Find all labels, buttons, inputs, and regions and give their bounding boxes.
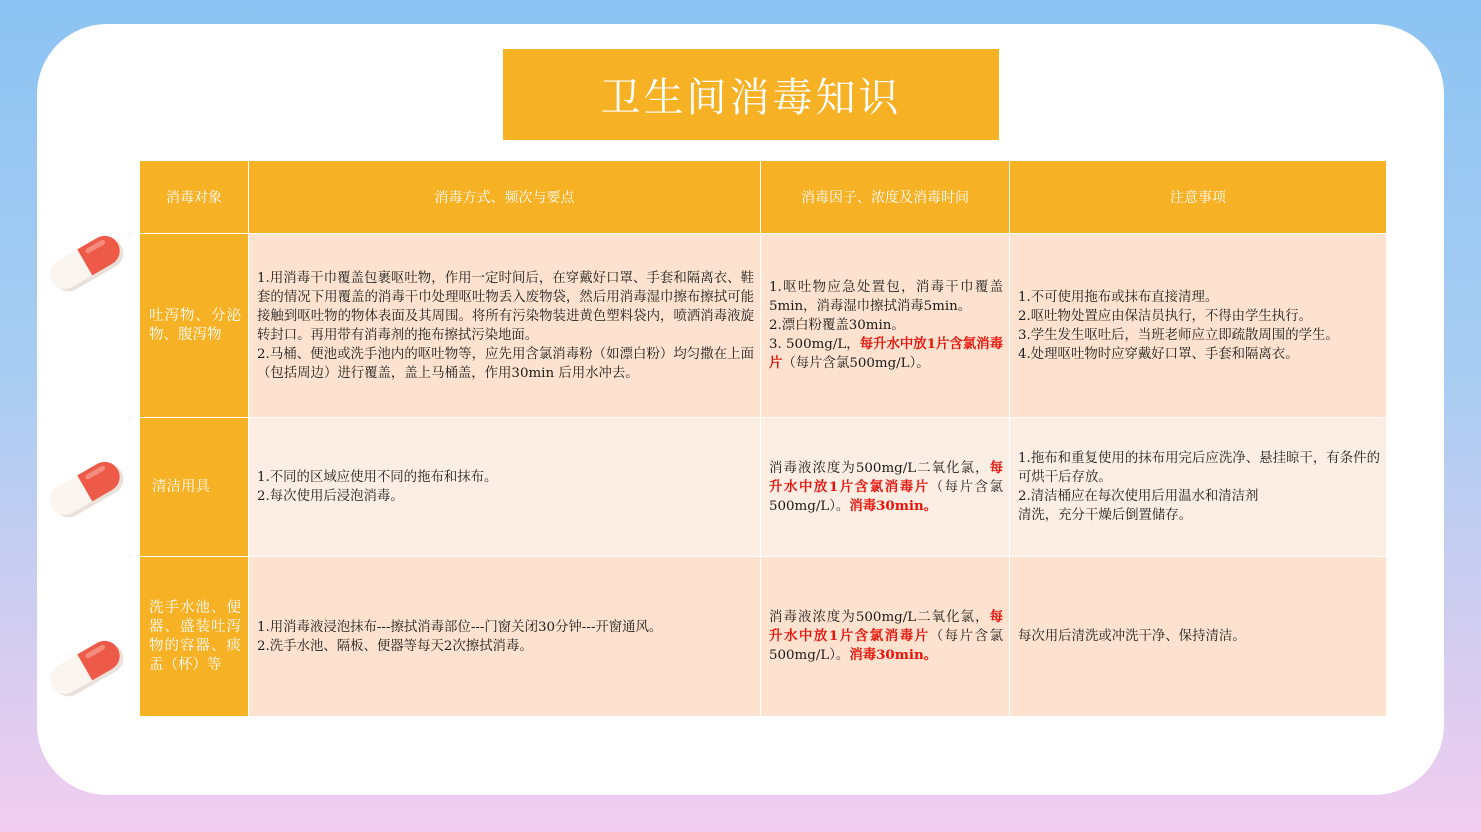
- agent-emphasis: 消毒30min。: [849, 647, 938, 663]
- agent-text: 消毒液浓度为500mg/L二氧化氯，: [769, 610, 990, 625]
- method-line: 2.马桶、便池或洗手池内的呕吐物等，应先用含氯消毒粉（如漂白粉）均匀撒在上面（包括周边）进行覆盖，盖上马桶盖，作用30min 后用水冲去。: [257, 346, 754, 381]
- method-line: 2.每次使用后浸泡消毒。: [257, 489, 404, 504]
- table-row: [140, 557, 1387, 717]
- agent-line: [769, 608, 1003, 665]
- agent-text: （每片含氯500mg/L）。: [782, 356, 930, 371]
- page-title: 卫生间消毒知识: [600, 75, 902, 121]
- notes-line: 2.呕吐物处置应由保洁员执行，不得由学生执行。: [1018, 308, 1312, 324]
- agent-text: 消毒液浓度为500mg/L二氧化氯，: [769, 460, 990, 476]
- notes-line: 每次用后清洗或冲洗干净、保持清洁。: [1018, 629, 1246, 644]
- method-line: 1.不同的区域应使用不同的拖布和抹布。: [257, 470, 498, 485]
- table-row: [140, 418, 1387, 557]
- row-notes: [1010, 234, 1387, 418]
- row-method: [249, 234, 761, 418]
- agent-emphasis: 每升水中放1片含氯消毒片: [769, 336, 1003, 371]
- agent-emphasis: 每升水中放1片含氯消毒片: [769, 609, 1003, 644]
- header-agent: 消毒因子、浓度及消毒时间: [761, 161, 1010, 234]
- table-header-row: [140, 161, 1387, 234]
- header-target: 消毒对象: [140, 161, 249, 234]
- header-method: 消毒方式、频次与要点: [249, 161, 761, 234]
- notes-line: 1.不可使用拖布或抹布直接清理。: [1018, 289, 1219, 305]
- agent-emphasis: 每升水中放1片含氯消毒片: [769, 459, 1003, 495]
- agent-emphasis: 消毒30min。: [849, 497, 938, 514]
- agent-line: [769, 335, 1003, 373]
- capsule-pill-icon: [44, 454, 132, 526]
- capsule-pill-icon: [44, 228, 132, 300]
- notes-line: 4.处理呕吐物时应穿戴好口罩、手套和隔离衣。: [1018, 346, 1299, 362]
- row-agent: [761, 234, 1010, 418]
- disinfection-table: [139, 160, 1387, 717]
- row-method: [249, 557, 761, 717]
- row-notes: [1010, 557, 1387, 717]
- capsule-pill-icon: [44, 633, 132, 705]
- agent-text: 3. 500mg/L，: [769, 337, 860, 352]
- row-agent: [761, 418, 1010, 557]
- method-line: 2.洗手水池、隔板、便器等每天2次擦拭消毒。: [257, 638, 533, 654]
- notes-line: 清洗，充分干燥后倒置储存。: [1018, 508, 1193, 523]
- agent-text: （每片含氯500mg/L）。: [769, 479, 1003, 514]
- row-target: 洗手水池、便器、盛装吐泻物的容器、痰盂（杯）等: [140, 557, 249, 717]
- agent-line: 1.呕吐物应急处置包，消毒干巾覆盖5min，消毒湿巾擦拭消毒5min。: [769, 280, 1003, 314]
- notes-line: 2.清洁桶应在每次使用后用温水和清洁剂: [1018, 489, 1259, 504]
- title-banner: [503, 49, 999, 140]
- row-target: 吐泻物、分泌物、腹泻物: [140, 234, 249, 418]
- row-agent: [761, 557, 1010, 717]
- method-line: 1.用消毒液浸泡抹布---擦拭消毒部位---门窗关闭30分钟---开窗通风。: [257, 619, 663, 635]
- notes-line: 1.拖布和重复使用的抹布用完后应洗净、悬挂晾干，有条件的可烘干后存放。: [1018, 451, 1380, 485]
- row-notes: [1010, 418, 1387, 557]
- row-target: 清洁用具: [140, 418, 249, 557]
- row-method: [249, 418, 761, 557]
- agent-line: 2.漂白粉覆盖30min。: [769, 318, 905, 333]
- header-notes: 注意事项: [1010, 161, 1387, 234]
- table-row: [140, 234, 1387, 418]
- agent-line: [769, 459, 1003, 516]
- method-line: 1.用消毒干巾覆盖包裹呕吐物，作用一定时间后，在穿戴好口罩、手套和隔离衣、鞋套的情况下用覆盖的消毒干巾处理呕吐物丢入废物袋，然后用消毒湿巾擦布擦拭可能接触到呕吐物的物体表面及其周围。将所有污染物装进黄色塑料袋内，喷洒消毒液旋转封口。再用带有消毒剂的拖布擦拭污染地面。: [257, 270, 754, 343]
- agent-text: （每片含氯500mg/L）。: [769, 629, 1003, 663]
- notes-line: 3.学生发生呕吐后，当班老师应立即疏散周围的学生。: [1018, 327, 1339, 343]
